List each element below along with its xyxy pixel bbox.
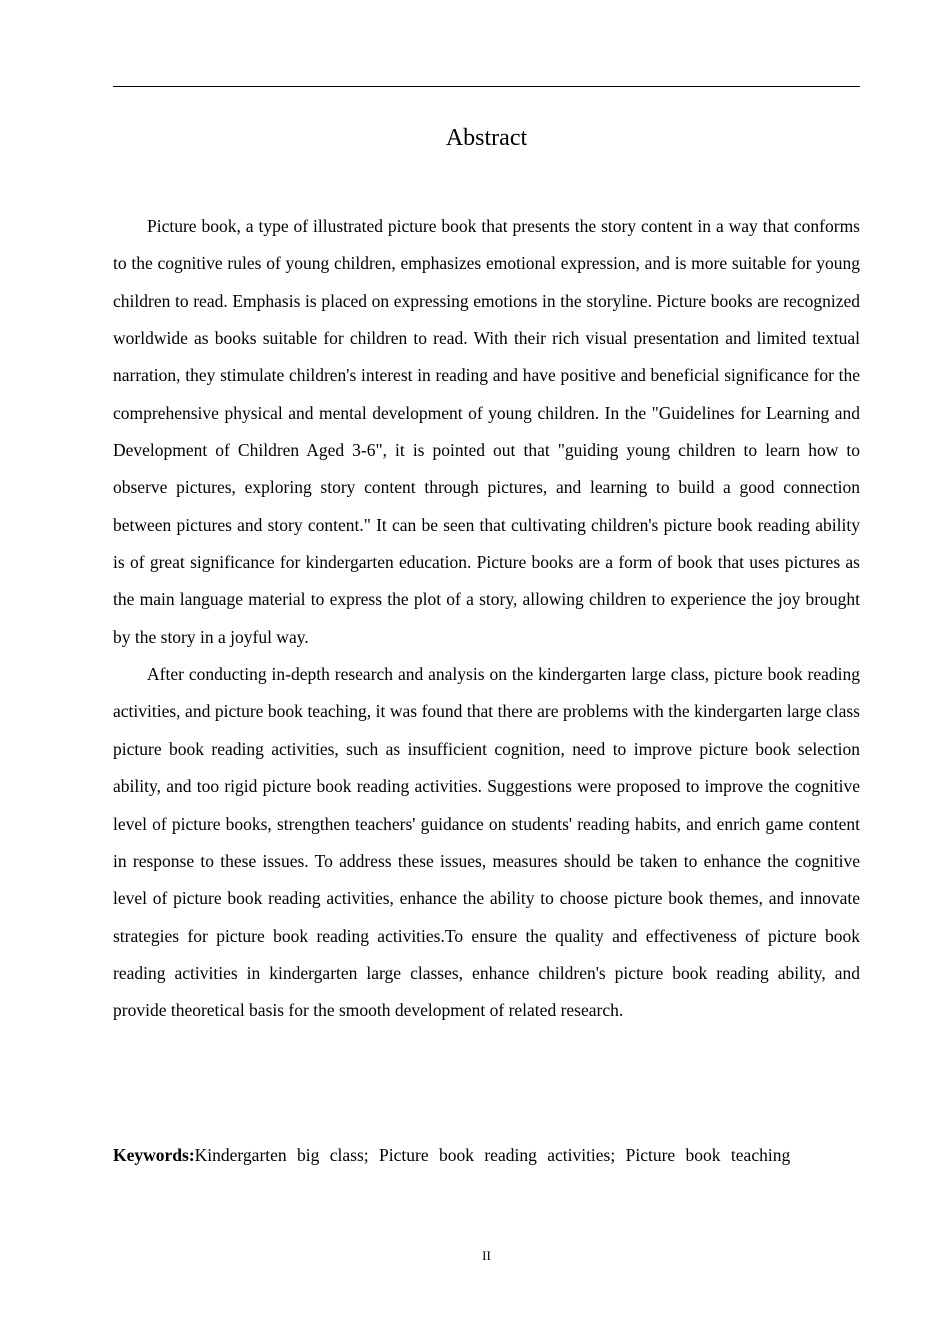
keywords-text: Kindergarten big class; Picture book reading activities; Picture book teaching <box>194 1145 791 1165</box>
page-number: II <box>482 1248 491 1263</box>
keywords-label: Keywords: <box>113 1145 195 1165</box>
abstract-paragraph-1: Picture book, a type of illustrated picture book that presents the story content in a way that conforms to the cognitive rules of young children, emphasizes emotional expression, and is more suitable for young children to read. Emphasis is placed on expressing emotions in the storyline. Picture books are recognized worldwide as books suitable for children to read. With their rich visual presentation and limited textual narration, they stimulate children's interest in reading and have positive and beneficial significance for the comprehensive physical and mental development of young children. In the "Guidelines for Learning and Development of Children Aged 3-6", it is pointed out that "guiding young children to learn how to observe pictures, exploring story content through pictures, and learning to build a good connection between pictures and story content." It can be seen that cultivating children's picture book reading ability is of great significance for kindergarten education. Picture books are a form of book that uses pictures as the main language material to express the plot of a story, allowing children to experience the joy brought by the story in a joyful way. <box>113 216 860 647</box>
keywords-line <box>113 1137 860 1174</box>
abstract-body <box>113 208 860 1030</box>
page-title: Abstract <box>445 125 528 151</box>
header-rule <box>113 86 860 87</box>
abstract-paragraph-2: After conducting in-depth research and analysis on the kindergarten large class, picture book reading activities, and picture book teaching, it was found that there are problems with the kindergarten large class picture book reading activities, such as insufficient cognition, need to improve picture book selection ability, and too rigid picture book reading activities. Suggestions were proposed to improve the cognitive level of picture books, strengthen teachers' guidance on students' reading habits, and enrich game content in response to these issues. To address these issues, measures should be taken to enhance the cognitive level of picture book reading activities, enhance the ability to choose picture book themes, and innovate strategies for picture book reading activities.To ensure the quality and effectiveness of picture book reading activities in kindergarten large classes, enhance children's picture book reading ability, and provide theoretical basis for the smooth development of related research. <box>113 664 860 1021</box>
